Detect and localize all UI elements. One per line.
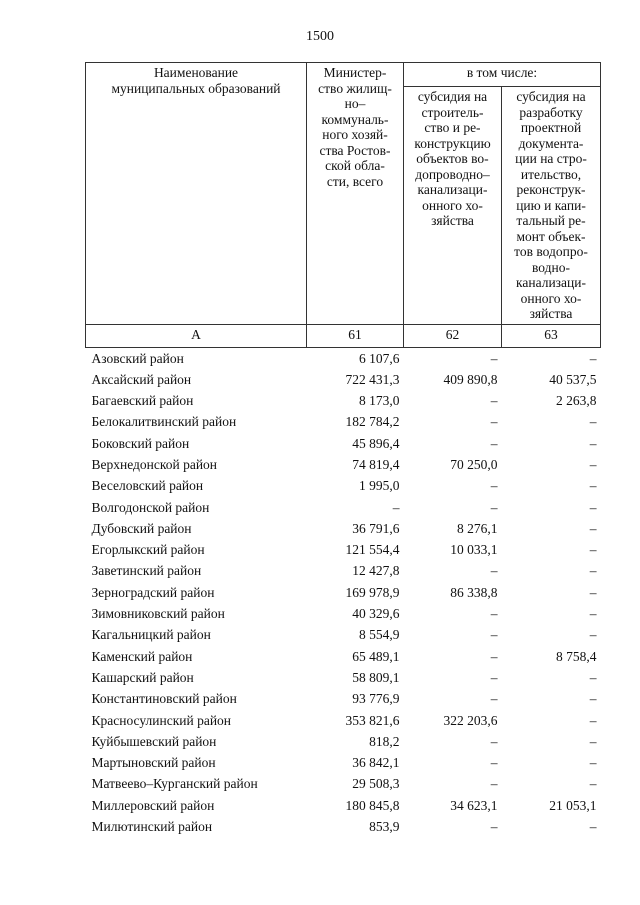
table-row — [86, 582, 601, 603]
municipality-name: Верхнедонской район — [91, 456, 218, 472]
ministry-total-value: 8 173,0 — [359, 393, 400, 409]
table-row — [86, 369, 601, 390]
subsidy-construction-value: – — [490, 350, 498, 366]
subsidy-construction-value: – — [490, 819, 498, 835]
subsidy-construction-value: – — [490, 499, 498, 515]
header-ministry-total: Министер- ство жилищ- но– коммуналь- ного хозяй- ства Ростов- ской обла- сти, всего — [307, 63, 404, 325]
ministry-total-value: 182 784,2 — [345, 414, 400, 430]
municipality-name: Миллеровский район — [91, 797, 215, 813]
header-including: в том числе: — [404, 63, 601, 87]
subsidy-construction-value: 10 033,1 — [450, 542, 498, 558]
table-row — [86, 773, 601, 794]
subsidy-design-value: 40 537,5 — [549, 371, 597, 387]
table-row — [86, 667, 601, 688]
table-row — [86, 539, 601, 560]
header-subsidy-design: субсидия на разработку проектной документа- ции на стро- ительство, реконструк- цию и капи- тальный ре- монт объек- тов водопро- водно- канализаци- онного хо- зяйства — [502, 87, 601, 325]
ministry-total-value: 353 821,6 — [345, 712, 400, 728]
ministry-total-value: 36 842,1 — [352, 755, 400, 771]
ministry-total-value: – — [392, 499, 400, 515]
table-row — [86, 390, 601, 411]
subsidy-construction-value: – — [490, 435, 498, 451]
table-body — [86, 347, 601, 837]
ministry-total-value: 169 978,9 — [345, 584, 400, 600]
municipality-name: Заветинский район — [91, 563, 202, 579]
subsidy-design-value: 21 053,1 — [549, 797, 597, 813]
subsidy-construction-value: – — [490, 669, 498, 685]
municipality-name: Аксайский район — [91, 371, 192, 387]
municipality-name: Веселовский район — [91, 478, 204, 494]
ministry-total-value: 40 329,6 — [352, 606, 400, 622]
table-row — [86, 795, 601, 816]
subsidy-design-value: – — [589, 456, 597, 472]
subsidy-construction-value: 322 203,6 — [443, 712, 498, 728]
municipality-name: Каменский район — [91, 648, 193, 664]
municipality-name: Кагальницкий район — [91, 627, 211, 643]
table-row — [86, 731, 601, 752]
table-header — [86, 63, 601, 348]
subsidy-design-value: – — [589, 819, 597, 835]
ministry-total-value: 6 107,6 — [359, 350, 400, 366]
subsidy-design-value: – — [589, 712, 597, 728]
subsidy-design-value: – — [589, 776, 597, 792]
subsidy-design-value: – — [589, 542, 597, 558]
table-row — [86, 752, 601, 773]
subsidy-construction-value: – — [490, 478, 498, 494]
table-row — [86, 603, 601, 624]
table-row — [86, 475, 601, 496]
page-number: 1500 — [306, 29, 334, 44]
ministry-total-value: 93 776,9 — [352, 691, 400, 707]
subsidy-construction-value: – — [490, 776, 498, 792]
column-number-a: А — [86, 324, 307, 347]
ministry-total-value: 36 791,6 — [352, 520, 400, 536]
municipality-name: Зимовниковский район — [91, 606, 225, 622]
table-row — [86, 560, 601, 581]
table-row — [86, 518, 601, 539]
ministry-total-value: 74 819,4 — [352, 456, 400, 472]
column-number-62: 62 — [404, 324, 502, 347]
budget-table — [85, 62, 601, 837]
table-row — [86, 710, 601, 731]
municipality-name: Константиновский район — [91, 691, 237, 707]
municipality-name: Красносулинский район — [91, 712, 232, 728]
table-row — [86, 624, 601, 645]
subsidy-construction-value: – — [490, 627, 498, 643]
subsidy-design-value: – — [589, 584, 597, 600]
subsidy-construction-value: 409 890,8 — [443, 371, 498, 387]
subsidy-design-value: – — [589, 733, 597, 749]
ministry-total-value: 722 431,3 — [345, 371, 400, 387]
table-row — [86, 497, 601, 518]
subsidy-construction-value: – — [490, 414, 498, 430]
table-row — [86, 688, 601, 709]
subsidy-construction-value: – — [490, 606, 498, 622]
municipality-name: Милютинский район — [91, 819, 213, 835]
ministry-total-value: 1 995,0 — [359, 478, 400, 494]
subsidy-construction-value: – — [490, 755, 498, 771]
municipality-name: Багаевский район — [91, 393, 194, 409]
table-row — [86, 411, 601, 432]
subsidy-design-value: 2 263,8 — [556, 393, 597, 409]
subsidy-construction-value: – — [490, 648, 498, 664]
municipality-name: Зерноградский район — [91, 584, 215, 600]
municipality-name: Боковский район — [91, 435, 190, 451]
municipality-name: Волгодонской район — [91, 499, 210, 515]
ministry-total-value: 12 427,8 — [352, 563, 400, 579]
municipality-name: Кашарский район — [91, 669, 194, 685]
subsidy-construction-value: – — [490, 733, 498, 749]
ministry-total-value: 818,2 — [369, 733, 400, 749]
ministry-total-value: 8 554,9 — [359, 627, 400, 643]
subsidy-design-value: – — [589, 435, 597, 451]
subsidy-design-value: – — [589, 691, 597, 707]
subsidy-design-value: – — [589, 669, 597, 685]
subsidy-construction-value: – — [490, 563, 498, 579]
table-row — [86, 454, 601, 475]
table-row — [86, 816, 601, 837]
ministry-total-value: 121 554,4 — [345, 542, 400, 558]
table-row — [86, 646, 601, 667]
subsidy-design-value: – — [589, 606, 597, 622]
table-row — [86, 347, 601, 369]
column-number-61: 61 — [307, 324, 404, 347]
table-row — [86, 433, 601, 454]
header-municipality: Наименование муниципальных образований — [86, 63, 307, 325]
municipality-name: Азовский район — [91, 350, 184, 366]
ministry-total-value: 180 845,8 — [345, 797, 400, 813]
ministry-total-value: 45 896,4 — [352, 435, 400, 451]
ministry-total-value: 29 508,3 — [352, 776, 400, 792]
header-subsidy-construction: субсидия на строитель- ство и ре- конструкцию объектов во- допроводно– канализаци- онного хо- зяйства — [404, 87, 502, 325]
subsidy-construction-value: – — [490, 393, 498, 409]
subsidy-construction-value: 86 338,8 — [450, 584, 498, 600]
ministry-total-value: 65 489,1 — [352, 648, 400, 664]
subsidy-design-value: – — [589, 520, 597, 536]
subsidy-construction-value: 34 623,1 — [450, 797, 498, 813]
column-number-63: 63 — [502, 324, 601, 347]
subsidy-design-value: – — [589, 499, 597, 515]
subsidy-construction-value: 8 276,1 — [457, 520, 498, 536]
subsidy-construction-value: – — [490, 691, 498, 707]
municipality-name: Куйбышевский район — [91, 733, 217, 749]
subsidy-design-value: – — [589, 627, 597, 643]
subsidy-design-value: – — [589, 755, 597, 771]
municipality-name: Мартыновский район — [91, 755, 216, 771]
municipality-name: Дубовский район — [91, 520, 192, 536]
ministry-total-value: 58 809,1 — [352, 669, 400, 685]
ministry-total-value: 853,9 — [369, 819, 400, 835]
subsidy-design-value: – — [589, 478, 597, 494]
municipality-name: Егорлыкский район — [91, 542, 205, 558]
subsidy-construction-value: 70 250,0 — [450, 456, 498, 472]
subsidy-design-value: – — [589, 414, 597, 430]
subsidy-design-value: 8 758,4 — [556, 648, 597, 664]
municipality-name: Матвеево–Курганский район — [91, 776, 258, 792]
municipality-name: Белокалитвинский район — [91, 414, 237, 430]
subsidy-design-value: – — [589, 563, 597, 579]
subsidy-design-value: – — [589, 350, 597, 366]
